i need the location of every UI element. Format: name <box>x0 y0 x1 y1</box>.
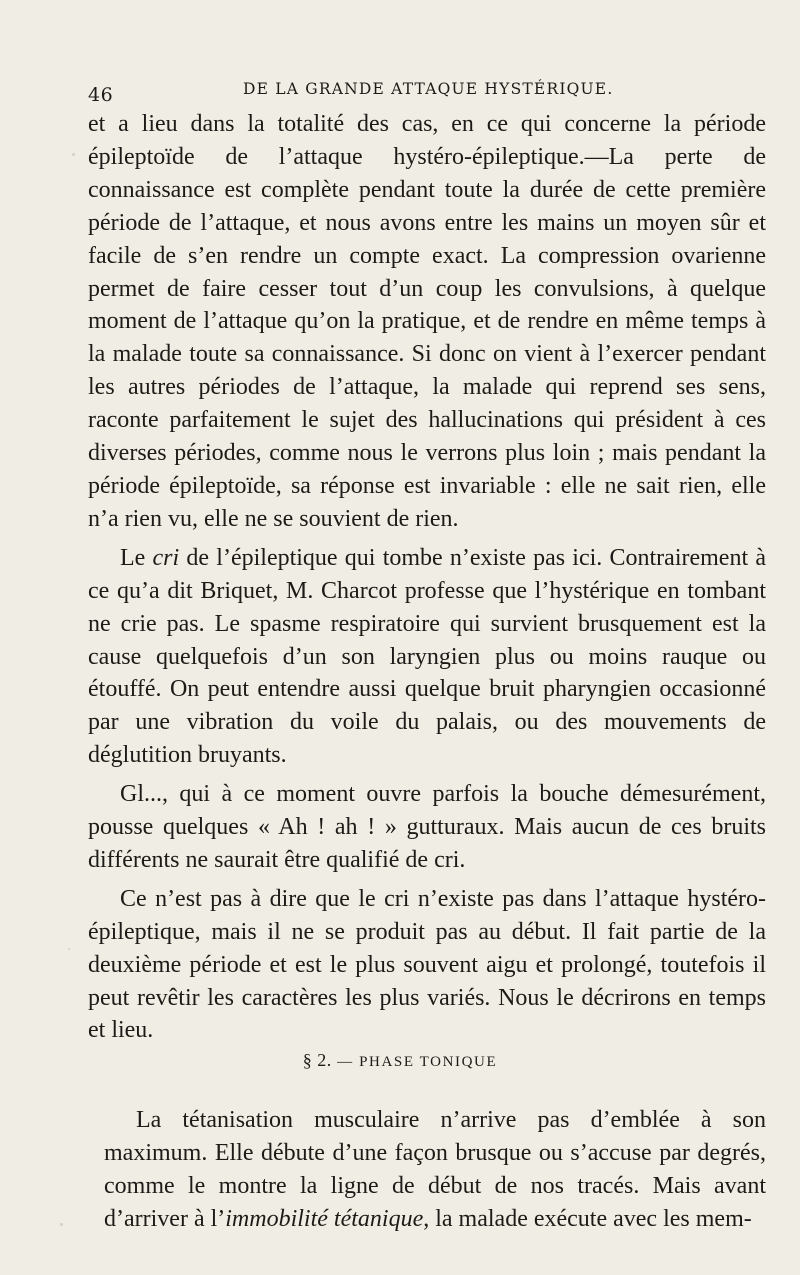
paragraph-text: , la malade exécute avec les mem- <box>423 1205 752 1232</box>
paragraph-1 <box>88 108 766 536</box>
running-head: DE LA GRANDE ATTAQUE HYSTÉRIQUE. <box>243 80 614 98</box>
page-header <box>0 76 800 106</box>
section-number: § 2. <box>302 1050 332 1070</box>
section-heading <box>0 1050 800 1071</box>
italic-term: immobilité tétanique <box>225 1205 424 1232</box>
paragraph-2 <box>88 542 766 772</box>
paragraph-3 <box>88 778 766 877</box>
paragraph-text: Gl..., qui à ce moment ouvre parfois la bouche démesurément, pousse quelques « Ah ! ah ! » gutturaux. Mais aucun de ces bruits différents ne saurait être qualifié de cri. <box>88 781 766 873</box>
paper-speck <box>68 948 70 950</box>
paper-speck <box>72 153 75 156</box>
paragraph-text: La tétanisation musculaire n’arrive pas d’emblée à son maximum. Elle débute d’une façon brusque ou s’accuse par degrés, comme le montre la ligne de début de nos tracés. Mais avant d’arriver à l’ <box>104 1107 766 1232</box>
paragraph-text: Ce n’est pas à dire que le cri n’existe pas dans l’attaque hystéro-épileptique, mais il ne se produit pas au début. Il fait partie de la deuxième période et est le plus souvent aigu et prolongé, toutefois il peut revêtir les caractères les plus variés. Nous le décrirons en temps et lieu. <box>88 885 766 1044</box>
paper-speck <box>60 1223 63 1226</box>
body-text <box>88 108 766 1047</box>
page-number: 46 <box>88 84 114 106</box>
paragraph-text: Le <box>120 544 153 571</box>
paragraph-4 <box>88 883 766 1048</box>
section-title: PHASE TONIQUE <box>359 1054 498 1070</box>
section-dash: — <box>337 1054 354 1070</box>
paragraph-text: et a lieu dans la totalité des cas, en ce qui concerne la période épileptoïde de l’attaque hystéro-épileptique.—La perte de connaissance est complète pendant toute la durée de cette première période de l’attaque, et nous avons entre les mains un moyen sûr et facile de s’en rendre un compte exact. La compression ovarienne permet de faire cesser tout d’un coup les convulsions, à quelque moment de l’attaque qu’on la pratique, et de rendre en même temps à la malade toute sa connaissance. Si donc on vient à l’exercer pendant les autres périodes de l’attaque, la malade qui reprend ses sens, raconte parfaitement le sujet des hallucinations qui président à ces diverses périodes, comme nous le verrons plus loin ; mais pendant la période épileptoïde, sa réponse est invariable : elle ne sait rien, elle n’a rien vu, elle ne se souvient de rien. <box>88 111 766 532</box>
body-text-continued <box>104 1104 766 1236</box>
paragraph-text: de l’épileptique qui tombe n’existe pas ici. Contrairement à ce qu’a dit Briquet, M. Charcot professe que l’hystérique en tombant ne crie pas. Le spasme respiratoire qui survient brusquement est la cause quelquefois d’un son laryngien plus ou moins rauque ou étouffé. On peut entendre aussi quelque bruit pharyngien occasionné par une vibration du voile du palais, ou des mouvements de déglutition bruyants. <box>88 544 766 769</box>
paragraph-5 <box>104 1104 766 1236</box>
italic-term: cri <box>152 544 180 571</box>
